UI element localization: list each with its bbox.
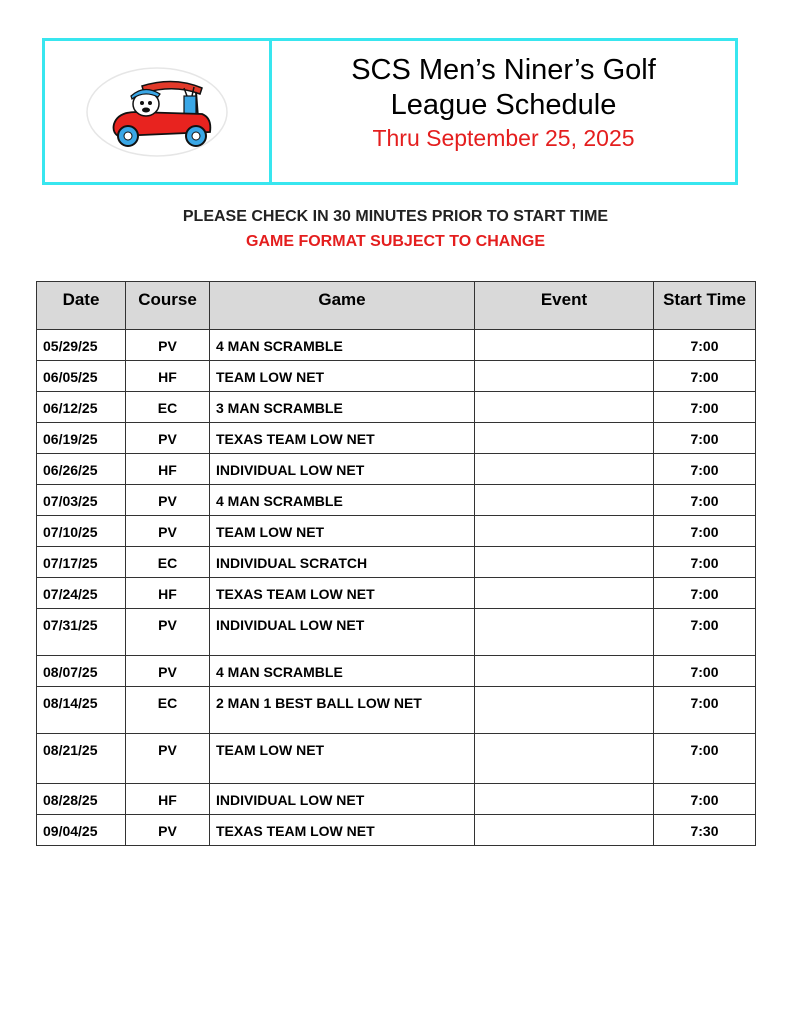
cell-game: 4 MAN SCRAMBLE [210, 485, 475, 516]
header-date: Date [37, 282, 126, 330]
header-game: Game [210, 282, 475, 330]
cell-start-time: 7:00 [654, 392, 756, 423]
cell-course: PV [126, 734, 210, 784]
cell-course: EC [126, 687, 210, 734]
cell-course: PV [126, 609, 210, 656]
cell-event [475, 454, 654, 485]
cell-date: 06/12/25 [37, 392, 126, 423]
title-line-2: League Schedule [390, 89, 617, 121]
cell-start-time: 7:00 [654, 361, 756, 392]
format-notice: GAME FORMAT SUBJECT TO CHANGE [246, 233, 545, 250]
cell-event [475, 516, 654, 547]
cell-course: PV [126, 485, 210, 516]
cell-start-time: 7:00 [654, 734, 756, 784]
cell-game: TEXAS TEAM LOW NET [210, 423, 475, 454]
cell-start-time: 7:00 [654, 656, 756, 687]
table-row [37, 423, 756, 454]
logo-cell [45, 41, 272, 182]
cell-event [475, 423, 654, 454]
cell-date: 06/05/25 [37, 361, 126, 392]
cell-event [475, 361, 654, 392]
cell-start-time: 7:00 [654, 547, 756, 578]
table-row [37, 330, 756, 361]
cell-date: 08/28/25 [37, 784, 126, 815]
subtitle: Thru September 25, 2025 [372, 125, 635, 151]
table-row [37, 392, 756, 423]
table-row [37, 485, 756, 516]
cell-game: INDIVIDUAL LOW NET [210, 454, 475, 485]
check-in-notice: PLEASE CHECK IN 30 MINUTES PRIOR TO START TIME [182, 208, 609, 225]
cell-course: PV [126, 516, 210, 547]
table-row [37, 516, 756, 547]
cell-start-time: 7:00 [654, 454, 756, 485]
table-row [37, 547, 756, 578]
cell-date: 06/19/25 [37, 423, 126, 454]
cell-start-time: 7:00 [654, 485, 756, 516]
cell-game: INDIVIDUAL SCRATCH [210, 547, 475, 578]
header-course: Course [126, 282, 210, 330]
cell-start-time: 7:00 [654, 687, 756, 734]
cell-course: PV [126, 656, 210, 687]
cell-game: TEAM LOW NET [210, 516, 475, 547]
cell-start-time: 7:30 [654, 815, 756, 846]
cell-date: 07/17/25 [37, 547, 126, 578]
cell-event [475, 734, 654, 784]
cell-course: HF [126, 578, 210, 609]
cell-start-time: 7:00 [654, 330, 756, 361]
header-event: Event [475, 282, 654, 330]
cell-start-time: 7:00 [654, 784, 756, 815]
schedule-table [36, 281, 756, 846]
cell-game: INDIVIDUAL LOW NET [210, 784, 475, 815]
cell-start-time: 7:00 [654, 578, 756, 609]
cell-event [475, 392, 654, 423]
cell-course: PV [126, 423, 210, 454]
table-row [37, 687, 756, 734]
cell-game: TEAM LOW NET [210, 361, 475, 392]
cell-start-time: 7:00 [654, 423, 756, 454]
cell-course: EC [126, 392, 210, 423]
cell-course: EC [126, 547, 210, 578]
cell-course: HF [126, 784, 210, 815]
cell-event [475, 784, 654, 815]
table-row [37, 815, 756, 846]
cell-date: 08/14/25 [37, 687, 126, 734]
cell-course: PV [126, 815, 210, 846]
cell-course: HF [126, 454, 210, 485]
header-box [42, 38, 738, 185]
cell-date: 07/31/25 [37, 609, 126, 656]
table-row [37, 656, 756, 687]
cell-event [475, 609, 654, 656]
cell-event [475, 485, 654, 516]
cell-course: PV [126, 330, 210, 361]
cell-date: 09/04/25 [37, 815, 126, 846]
cell-date: 08/21/25 [37, 734, 126, 784]
title-cell [272, 41, 735, 182]
cell-game: 4 MAN SCRAMBLE [210, 656, 475, 687]
cell-game: TEAM LOW NET [210, 734, 475, 784]
cell-event [475, 687, 654, 734]
table-row [37, 454, 756, 485]
table-row [37, 609, 756, 656]
cell-date: 07/10/25 [37, 516, 126, 547]
header-start-time: Start Time [654, 282, 756, 330]
table-row [37, 361, 756, 392]
table-header-row [37, 282, 756, 330]
cell-date: 05/29/25 [37, 330, 126, 361]
cell-date: 07/24/25 [37, 578, 126, 609]
cell-event [475, 656, 654, 687]
table-row [37, 784, 756, 815]
cell-game: INDIVIDUAL LOW NET [210, 609, 475, 656]
title-line-1: SCS Men’s Niner’s Golf [351, 54, 656, 86]
golf-cart-mascot-icon [84, 66, 230, 158]
cell-event [475, 330, 654, 361]
cell-game: TEXAS TEAM LOW NET [210, 815, 475, 846]
cell-game: 2 MAN 1 BEST BALL LOW NET [210, 687, 475, 734]
cell-game: 4 MAN SCRAMBLE [210, 330, 475, 361]
cell-event [475, 547, 654, 578]
table-row [37, 734, 756, 784]
cell-date: 06/26/25 [37, 454, 126, 485]
cell-date: 08/07/25 [37, 656, 126, 687]
cell-game: 3 MAN SCRAMBLE [210, 392, 475, 423]
cell-event [475, 578, 654, 609]
cell-course: HF [126, 361, 210, 392]
cell-event [475, 815, 654, 846]
cell-game: TEXAS TEAM LOW NET [210, 578, 475, 609]
cell-date: 07/03/25 [37, 485, 126, 516]
cell-start-time: 7:00 [654, 609, 756, 656]
cell-start-time: 7:00 [654, 516, 756, 547]
table-row [37, 578, 756, 609]
